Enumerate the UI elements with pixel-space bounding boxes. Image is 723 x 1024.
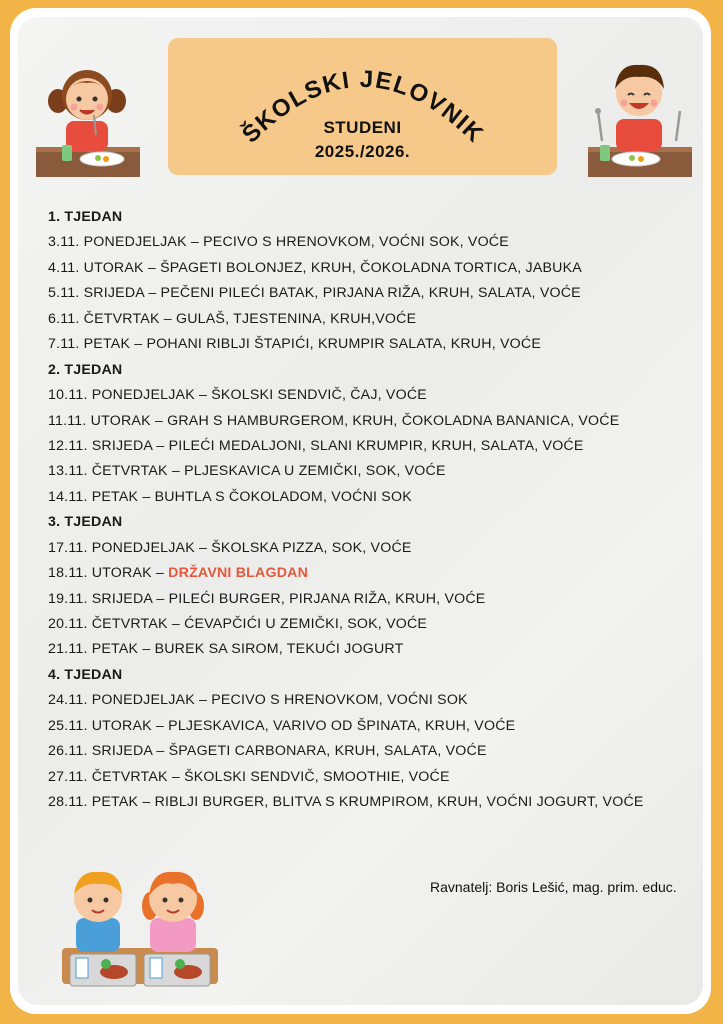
menu-day-6-11: 6.11. ČETVRTAK – GULAŠ, TJESTENINA, KRUH,VOĆE [48,310,417,327]
menu-day-12-11: 12.11. SRIJEDA – PILEĆI MEDALJONI, SLANI KRUMPIR, KRUH, SALATA, VOĆE [48,437,584,454]
menu-day-10-11: 10.11. PONEDJELJAK – ŠKOLSKI SENDVIČ, ČAJ, VOĆE [48,387,427,404]
menu-day-18-11 [48,561,688,586]
menu-day-21-11: 21.11. PETAK – BUREK SA SIROM, TEKUĆI JOGURT [48,641,404,658]
menu-page [10,8,711,1014]
menu-day-5-11: 5.11. SRIJEDA – PEČENI PILEĆI BATAK, PIRJANA RIŽA, KRUH, SALATA, VOĆE [48,285,581,302]
principal-signature: Ravnatelj: Boris Lešić, mag. prim. educ. [430,879,677,895]
menu-day-4-11: 4.11. UTORAK – ŠPAGETI BOLONJEZ, KRUH, ČOKOLADNA TORTICA, JABUKA [48,259,582,276]
menu-day-24-11: 24.11. PONEDJELJAK – PECIVO S HRENOVKOM, VOĆNI SOK [48,692,468,709]
kids-with-trays-illustration [54,862,224,992]
menu-day-3-11: 3.11. PONEDJELJAK – PECIVO S HRENOVKOM, VOĆNI SOK, VOĆE [48,234,509,251]
menu-day-17-11: 17.11. PONEDJELJAK – ŠKOLSKA PIZZA, SOK, VOĆE [48,539,412,556]
menu-day-25-11: 25.11. UTORAK – PLJESKAVICA, VARIVO OD ŠPINATA, KRUH, VOĆE [48,717,516,734]
menu-day-11-11: 11.11. UTORAK – GRAH S HAMBURGEROM, KRUH, ČOKOLADNA BANANICA, VOĆE [48,412,620,429]
boy-eating-illustration [584,49,694,179]
holiday-day-label: 18.11. UTORAK – [48,565,169,582]
week-4-heading: 4. TJEDAN [48,666,123,683]
girl-eating-illustration [32,49,142,179]
title-box [168,38,557,175]
menu-day-27-11: 27.11. ČETVRTAK – ŠKOLSKI SENDVIČ, SMOOTHIE, VOĆE [48,768,450,785]
menu-list [48,205,688,816]
school-year-label: 2025./2026. [314,142,411,161]
menu-day-13-11: 13.11. ČETVRTAK – PLJESKAVICA U ZEMIČKI, SOK, VOĆE [48,463,446,480]
menu-sheet [18,17,703,1005]
week-1-heading: 1. TJEDAN [48,209,123,225]
holiday-label: DRŽAVNI BLAGDAN [168,565,309,582]
menu-day-28-11: 28.11. PETAK – RIBLJI BURGER, BLITVA S KRUMPIROM, KRUH, VOĆNI JOGURT, VOĆE [48,794,644,811]
week-3-heading: 3. TJEDAN [48,514,123,531]
month-label: STUDENI [323,118,402,137]
menu-day-14-11: 14.11. PETAK – BUHTLA S ČOKOLADOM, VOĆNI SOK [48,488,412,505]
menu-day-7-11: 7.11. PETAK – POHANI RIBLJI ŠTAPIĆI, KRUMPIR SALATA, KRUH, VOĆE [48,336,541,353]
menu-day-19-11: 19.11. SRIJEDA – PILEĆI BURGER, PIRJANA RIŽA, KRUH, VOĆE [48,590,486,607]
menu-day-26-11: 26.11. SRIJEDA – ŠPAGETI CARBONARA, KRUH, SALATA, VOĆE [48,743,487,760]
menu-day-20-11: 20.11. ČETVRTAK – ĆEVAPČIĆI U ZEMIČKI, SOK, VOĆE [48,616,428,632]
svg-text:ŠKOLSKI JELOVNIK: ŠKOLSKI JELOVNIK [236,65,489,149]
week-2-heading: 2. TJEDAN [48,361,123,378]
